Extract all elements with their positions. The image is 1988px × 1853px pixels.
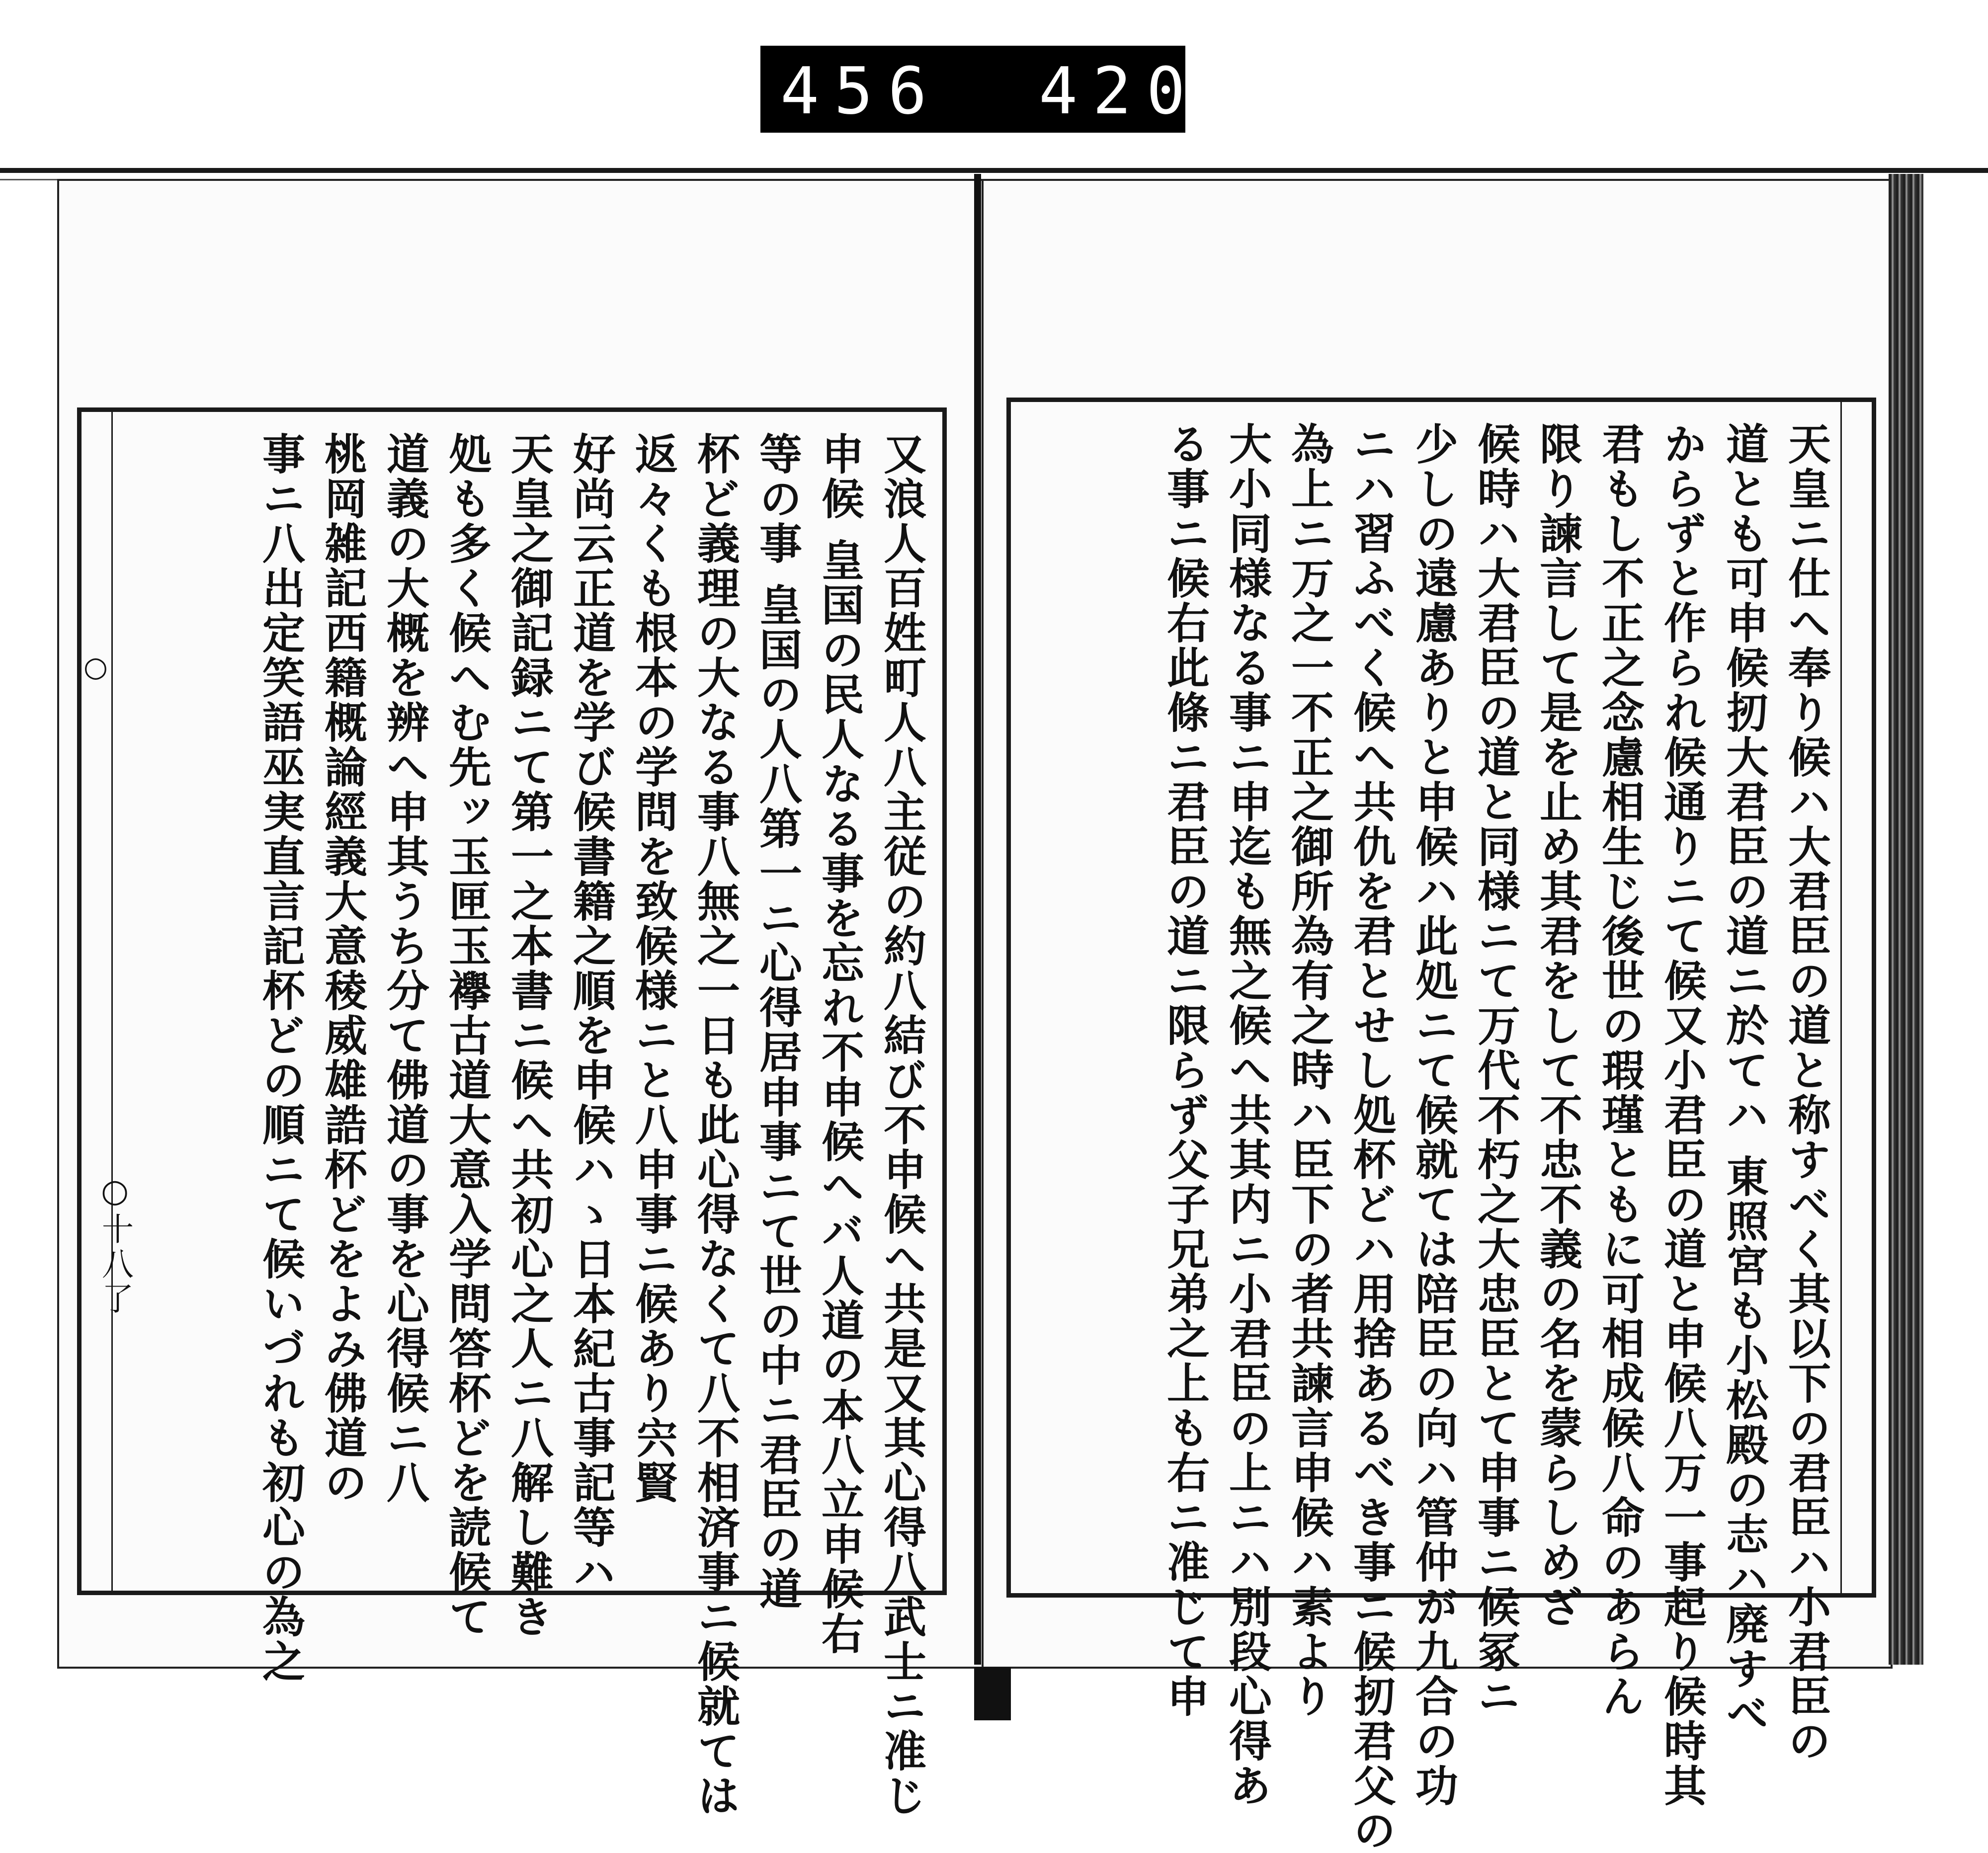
page-edges xyxy=(1889,174,1923,1665)
frame-number-left: 456 xyxy=(780,53,942,129)
left-page-text: 又浪人百姓町人八主従の約八結び不申候へ共是又其心得八武士ニ准じ 申候 皇国の民人なる事を忘れ不申候へバ人道の本八立申候右 等の事 皇国の人八第一ニ心得居申事ニて世の中ニ君臣の道 杯ど義理の大なる事八無之一日も此心得なくて八不相済事ニ候就ては 返々くも根本の学問を致候様ニと八申事ニ候あり宍賢 好尚云正道を学び候書籍之順を申候ハゝ日本紀古事記等ハ 天皇之御記録ニて第一之本書ニ候へ共初心之人ニ八解し難き 処も多く候へむ先ッ玉匣玉襷古道大意入学問答杯どを読候て 道義の大概を辨へ申其うち分て佛道の事を心得候ニ八 桃岡雑記西籍概論經義大意稜威雄誥杯どをよみ佛道の 事ニ八出定笑語巫実直言記杯どの順ニて候いづれも初心の為之 xyxy=(255,432,926,1818)
book-spine-foot xyxy=(974,1667,1011,1720)
scanner-top-edge xyxy=(0,168,1988,173)
frame-number-right: 420. xyxy=(1039,53,1254,129)
margin-circle-mark: ○ xyxy=(83,651,108,683)
book-spine xyxy=(974,174,981,1665)
right-page-text: 天皇ニ仕へ奉り候ハ大君臣の道と称すべく其以下の君臣ハ小君臣の 道とも可申候扨大君臣の道ニ於てハ 東照宮も小松殿の志ハ廃すべ からずと作られ候通りニて候又小君臣の道と申候八万一事起り候時其 君もし不正之念慮相生じ後世の瑕瑾ともに可相成候八命のあらん 限り諫言して是を止め其君をして不忠不義の名を蒙らしめざ 候時ハ大君臣の道と同様ニて万代不朽之大忠臣とて申事ニ候冢ニ 少しの遠慮ありと申候ハ此処ニて候就ては陪臣の向ハ管仲が九合の功 ニハ習ふべく候へ共仇を君とせし処杯どハ用捨あるべき事ニ候扨君父の 為上ニ万之一不正之御所為有之時ハ臣下の者共諫言申候ハ素より 大小同様なる事ニ申迄も無之候へ共其内ニ小君臣の上ニハ別段心得あ る事ニ候右此條ニ君臣の道ニ限らず父子兄弟之上も右ニ准じて申 xyxy=(1160,422,1831,1853)
frame-counter-label xyxy=(760,46,1254,133)
page-folio: ○十八了 xyxy=(96,1173,133,1317)
right-text-frame xyxy=(1006,398,1876,1853)
left-text-frame xyxy=(77,407,947,1818)
